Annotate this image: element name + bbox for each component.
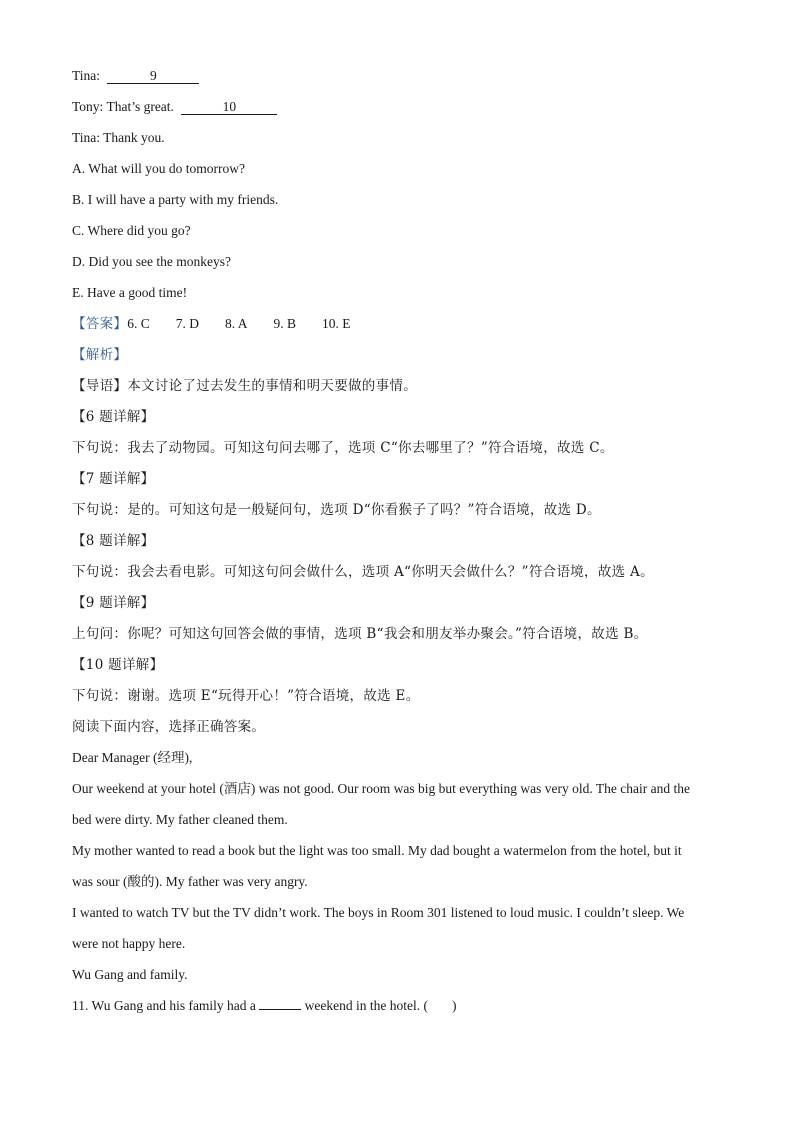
detail-text-8: 下句说：我会去看电影。可知这句问会做什么，选项 A“你明天会做什么？”符合语境，故选 A。 [72,564,654,580]
detail-heading-8: 【8 题详解】 [72,533,155,549]
answer-item: 6. C [127,316,150,331]
detail-text-7: 下句说：是的。可知这句是一般疑问句，选项 D“你看猴子了吗？”符合语境，故选 D。 [72,502,601,518]
question-11-close: ) [452,998,457,1013]
answer-item: 10. E [322,316,351,331]
question-11-rest: weekend in the hotel. ( [304,998,429,1013]
letter-signature: Wu Gang and family. [72,967,188,982]
question-11-stem: 11. Wu Gang and his family had a [72,998,256,1013]
guide-line [72,376,722,407]
letter-line: I wanted to watch TV but the TV didn’t work. The boys in Room 301 listened to loud music. I couldn’t sleep. We [72,905,685,920]
answer-blank [259,1009,301,1010]
answer-row [72,314,722,345]
answer-tag: 【答案】 [72,316,128,331]
question-11 [72,996,722,1027]
speaker-tina: Tina: [72,68,101,83]
detail-heading-9: 【9 题详解】 [72,595,155,611]
answer-item: 7. D [175,316,199,331]
option-c: C. Where did you go? [72,223,191,238]
dialogue-tina-line [72,66,722,97]
option-b: B. I will have a party with my friends. [72,192,279,207]
document-page [72,66,722,1027]
tina-thanks-text: Thank you. [103,130,165,145]
detail-text-9: 上句问：你呢？可知这句回答会做的事情，选项 B“我会和朋友举办聚会。”符合语境，故选 B。 [72,626,648,642]
tony-text: That’s great. [106,99,174,114]
blank-9: 9 [107,68,199,84]
option-d: D. Did you see the monkeys? [72,254,231,269]
letter-salutation: Dear Manager (经理), [72,750,193,765]
reading-instruction: 阅读下面内容，选择正确答案。 [72,719,266,735]
detail-text-6: 下句说：我去了动物园。可知这句问去哪了，选项 C“你去哪里了？”符合语境，故选 C。 [72,440,614,456]
letter-line: bed were dirty. My father cleaned them. [72,812,288,827]
blank-10: 10 [181,99,277,115]
dialogue-tina-thanks [72,128,722,159]
guide-tag: 【导语】 [72,378,128,394]
dialogue-tony-line [72,97,722,128]
answer-item: 8. A [224,316,248,331]
detail-heading-6: 【6 题详解】 [72,409,155,425]
option-a: A. What will you do tomorrow? [72,161,245,176]
letter-line: Our weekend at your hotel (酒店) was not good. Our room was big but everything was very old. The chair and the [72,781,690,796]
analysis-tag: 【解析】 [72,347,128,363]
letter-line: were not happy here. [72,936,186,951]
option-e: E. Have a good time! [72,285,188,300]
detail-text-10: 下句说：谢谢。选项 E“玩得开心！”符合语境，故选 E。 [72,688,420,704]
speaker-tina-2: Tina: [72,130,101,145]
speaker-tony: Tony: [72,99,104,114]
answer-item: 9. B [273,316,296,331]
detail-heading-7: 【7 题详解】 [72,471,155,487]
detail-heading-10: 【10 题详解】 [72,657,164,673]
letter-line: was sour (酸的). My father was very angry. [72,874,308,889]
letter-line: My mother wanted to read a book but the light was too small. My dad bought a watermelon from the hotel, but it [72,843,682,858]
guide-text: 本文讨论了过去发生的事情和明天要做的事情。 [127,378,418,394]
